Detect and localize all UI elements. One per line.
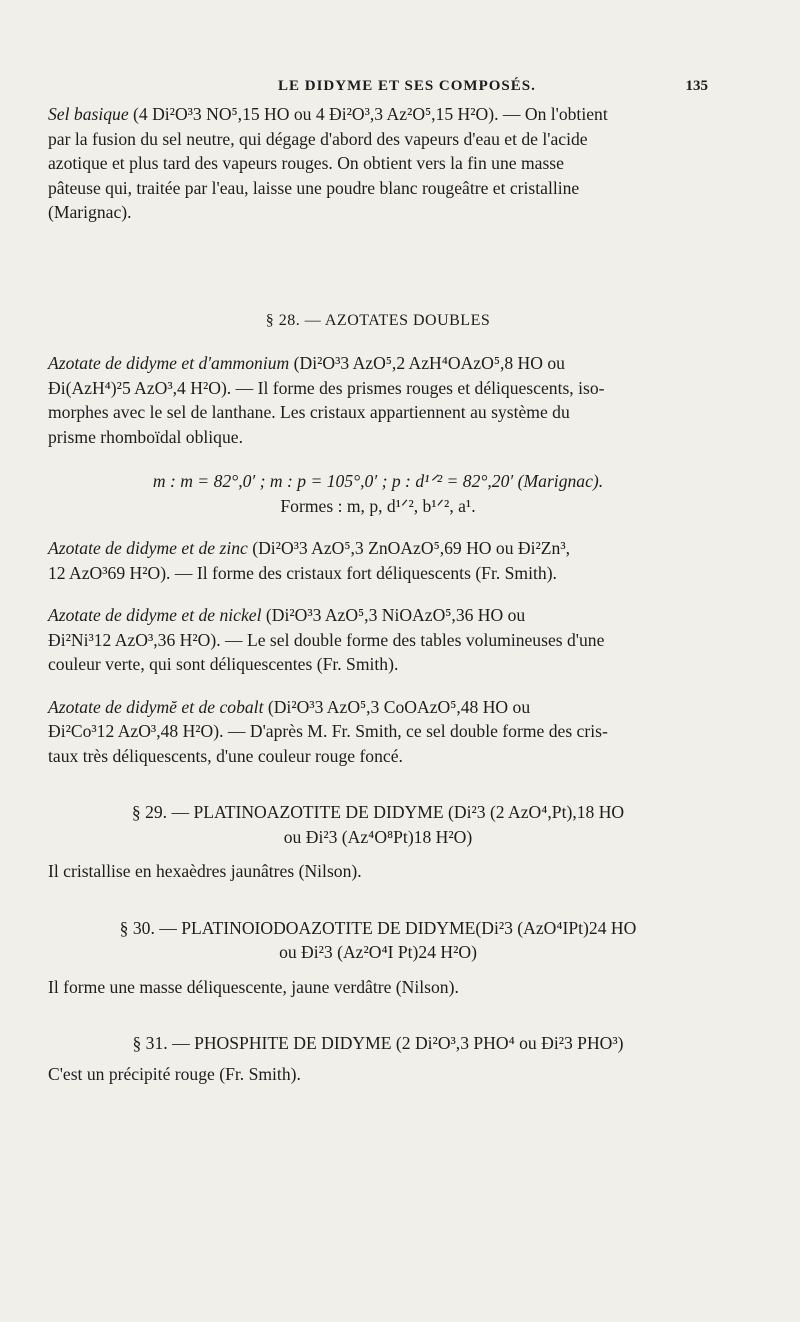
section-30	[48, 916, 708, 1000]
section-31	[48, 1031, 708, 1086]
ammonium-line: Ɖi(AzH⁴)²5 AzO³,4 H²O). — Il forme des prismes rouges et déliquescents, iso-	[48, 377, 605, 398]
nickel-line: couleur verte, qui sont déliquescentes (Fr. Smith).	[48, 654, 399, 674]
sel-basique-name: Sel basique	[48, 104, 129, 124]
cobalt-first-line	[48, 695, 708, 720]
crystal-forms: Formes : m, p, d¹ᐟ², b¹ᐟ², a¹.	[280, 495, 476, 516]
ammonium-line: morphes avec le sel de lanthane. Les cristaux appartiennent au système du	[48, 402, 570, 422]
section-30-text: Il forme une masse déliquescente, jaune verdâtre (Nilson).	[48, 976, 459, 997]
section-29-heading-line2: ou Ɖi²3 (Az⁴O⁸Pt)18 H²O)	[283, 826, 473, 847]
section-30-heading: § 30. — PLATINOIODOAZOTITE DE DIDYME(Di²3 (AzO⁴IPt)24 HO	[119, 917, 637, 938]
crystal-angles: m : m = 82°,0′ ; m : p = 105°,0′ ; p : d¹ᐟ² = 82°,20′ (Marignac).	[152, 471, 604, 491]
section-29-heading: § 29. — PLATINOAZOTITE DE DIDYME (Di²3 (2 AzO⁴,Pt),18 HO	[131, 802, 625, 822]
nickel-paragraph	[48, 603, 708, 677]
sel-basique-line: azotique et plus tard des vapeurs rouges. On obtient vers la fin une masse	[48, 153, 564, 173]
zinc-line: 12 AzO³69 H²O). — Il forme des cristaux fort déliquescents (Fr. Smith).	[48, 562, 557, 583]
page-number: 135	[685, 78, 708, 94]
nickel-line: Ɖi²Ni³12 AzO³,36 H²O). — Le sel double forme des tables volumineuses d'une	[48, 629, 605, 650]
running-title: LE DIDYME ET SES COMPOSÉS.	[278, 78, 536, 94]
section-29-text: Il cristallise en hexaèdres jaunâtres (Nilson).	[48, 861, 362, 881]
cobalt-name: Azotate de didymĕ et de cobalt	[48, 696, 264, 717]
section-31-heading: § 31. — PHOSPHITE DE DIDYME (2 Di²O³,3 PHO⁴ ou Ɖi²3 PHO³)	[132, 1033, 624, 1053]
ammonium-formula: (Di²O³3 AzO⁵,2 AzH⁴OAzO⁵,8 HO ou	[289, 353, 565, 373]
ammonium-paragraph	[48, 351, 708, 449]
cobalt-formula: (Di²O³3 AzO⁵,3 CoOAzO⁵,48 HO ou	[263, 696, 531, 717]
zinc-paragraph	[48, 536, 708, 585]
section-30-heading-line2: ou Ɖi²3 (Az²O⁴I Pt)24 H²O)	[279, 942, 477, 962]
running-head	[48, 78, 708, 100]
cobalt-line: taux très déliquescents, d'une couleur rouge foncé.	[48, 745, 403, 766]
zinc-first-line	[48, 536, 708, 561]
cobalt-paragraph	[48, 695, 708, 769]
nickel-first-line	[48, 603, 708, 628]
ammonium-name: Azotate de didyme et d'ammonium	[48, 353, 290, 373]
section-28-heading: § 28. — AZOTATES DOUBLES	[265, 311, 491, 329]
sel-basique-first-line	[48, 102, 708, 127]
sel-basique-formula: (4 Di²O³3 NO⁵,15 HO ou 4 Ɖi²O³,3 Az²O⁵,15 H²O). — On l'obtient	[128, 104, 608, 124]
sel-basique-line: par la fusion du sel neutre, qui dégage d'abord des vapeurs d'eau et de l'acide	[48, 128, 588, 149]
section-31-text: C'est un précipité rouge (Fr. Smith).	[48, 1063, 301, 1084]
nickel-formula: (Di²O³3 AzO⁵,3 NiOAzO⁵,36 HO ou	[261, 605, 526, 625]
zinc-formula: (Di²O³3 AzO⁵,3 ZnOAzO⁵,69 HO ou Ɖi²Zn³,	[247, 538, 570, 558]
ammonium-line: prisme rhomboïdal oblique.	[48, 426, 243, 447]
ammonium-first-line	[48, 351, 708, 376]
sel-basique-line: pâteuse qui, traitée par l'eau, laisse une poudre blanc rougeâtre et cristalline	[48, 177, 580, 198]
zinc-name: Azotate de didyme et de zinc	[48, 538, 248, 558]
cobalt-line: Ɖi²Co³12 AzO³,48 H²O). — D'après M. Fr. Smith, ce sel double forme des cris-	[48, 721, 608, 741]
section-29	[48, 800, 708, 884]
sel-basique-paragraph	[48, 102, 708, 225]
nickel-name: Azotate de didyme et de nickel	[48, 605, 262, 625]
page	[48, 78, 708, 1086]
sel-basique-line: (Marignac).	[48, 202, 132, 222]
